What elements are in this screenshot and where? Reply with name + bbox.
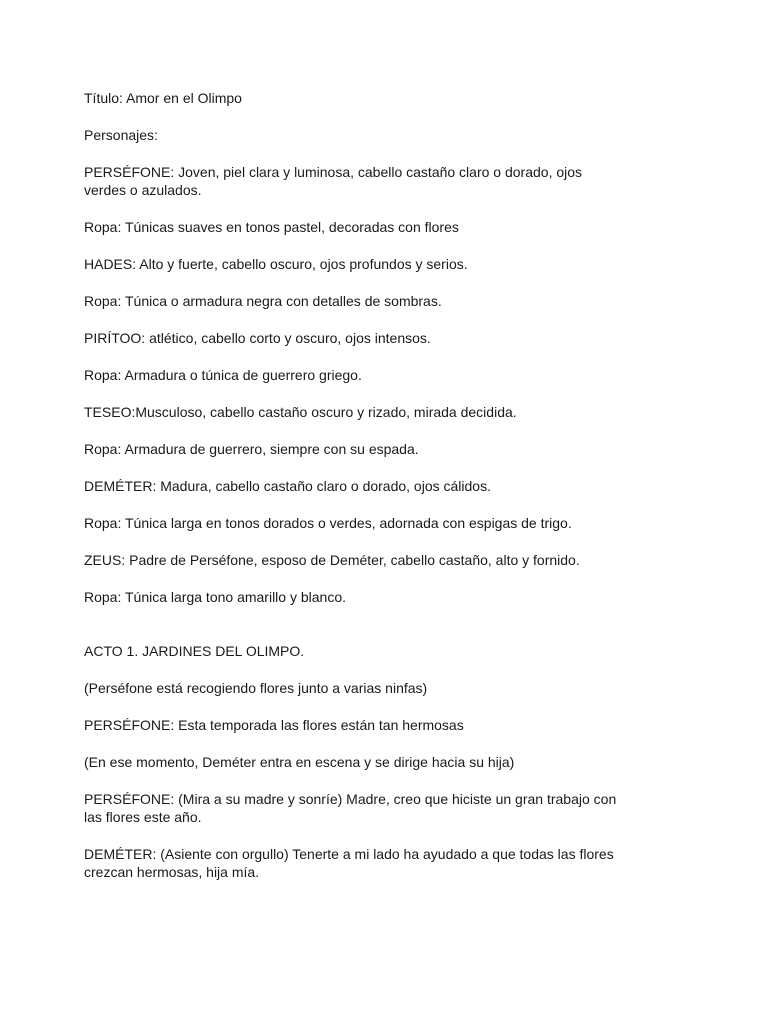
costume-hades: Ropa: Túnica o armadura negra con detalles de sombras. <box>84 293 442 309</box>
character-hades: HADES: Alto y fuerte, cabello oscuro, ojos profundos y serios. <box>84 256 468 272</box>
costume-piritoo: Ropa: Armadura o túnica de guerrero griego. <box>84 367 362 383</box>
document-title: Título: Amor en el Olimpo <box>84 90 242 106</box>
costume-teseo: Ropa: Armadura de guerrero, siempre con su espada. <box>84 441 419 457</box>
stage-direction: (Perséfone está recogiendo flores junto a varias ninfas) <box>84 680 428 696</box>
dialogue-line: DEMÉTER: (Asiente con orgullo) Tenerte a mi lado ha ayudado a que todas las flores crezcan hermosas, hija mía. <box>84 846 614 880</box>
costume-zeus: Ropa: Túnica larga tono amarillo y blanco. <box>84 589 347 605</box>
dialogue-line: PERSÉFONE: Esta temporada las flores están tan hermosas <box>84 717 464 733</box>
document-body <box>84 89 624 900</box>
act-heading: ACTO 1. JARDINES DEL OLIMPO. <box>84 643 305 659</box>
stage-direction: (En ese momento, Deméter entra en escena y se dirige hacia su hija) <box>84 754 515 770</box>
costume-persefone: Ropa: Túnicas suaves en tonos pastel, decoradas con flores <box>84 219 459 235</box>
character-demeter: DEMÉTER: Madura, cabello castaño claro o dorado, ojos cálidos. <box>84 478 491 494</box>
character-piritoo: PIRÍTOO: atlético, cabello corto y oscuro, ojos intensos. <box>84 330 431 346</box>
character-teseo: TESEO:Musculoso, cabello castaño oscuro y rizado, mirada decidida. <box>84 404 517 420</box>
characters-heading: Personajes: <box>84 127 158 143</box>
character-persefone: PERSÉFONE: Joven, piel clara y luminosa, cabello castaño claro o dorado, ojos verdes o azulados. <box>84 164 583 198</box>
character-zeus: ZEUS: Padre de Perséfone, esposo de Deméter, cabello castaño, alto y fornido. <box>84 552 580 568</box>
dialogue-line: PERSÉFONE: (Mira a su madre y sonríe) Madre, creo que hiciste un gran trabajo con las flores este año. <box>84 791 617 825</box>
costume-demeter: Ropa: Túnica larga en tonos dorados o verdes, adornada con espigas de trigo. <box>84 515 572 531</box>
